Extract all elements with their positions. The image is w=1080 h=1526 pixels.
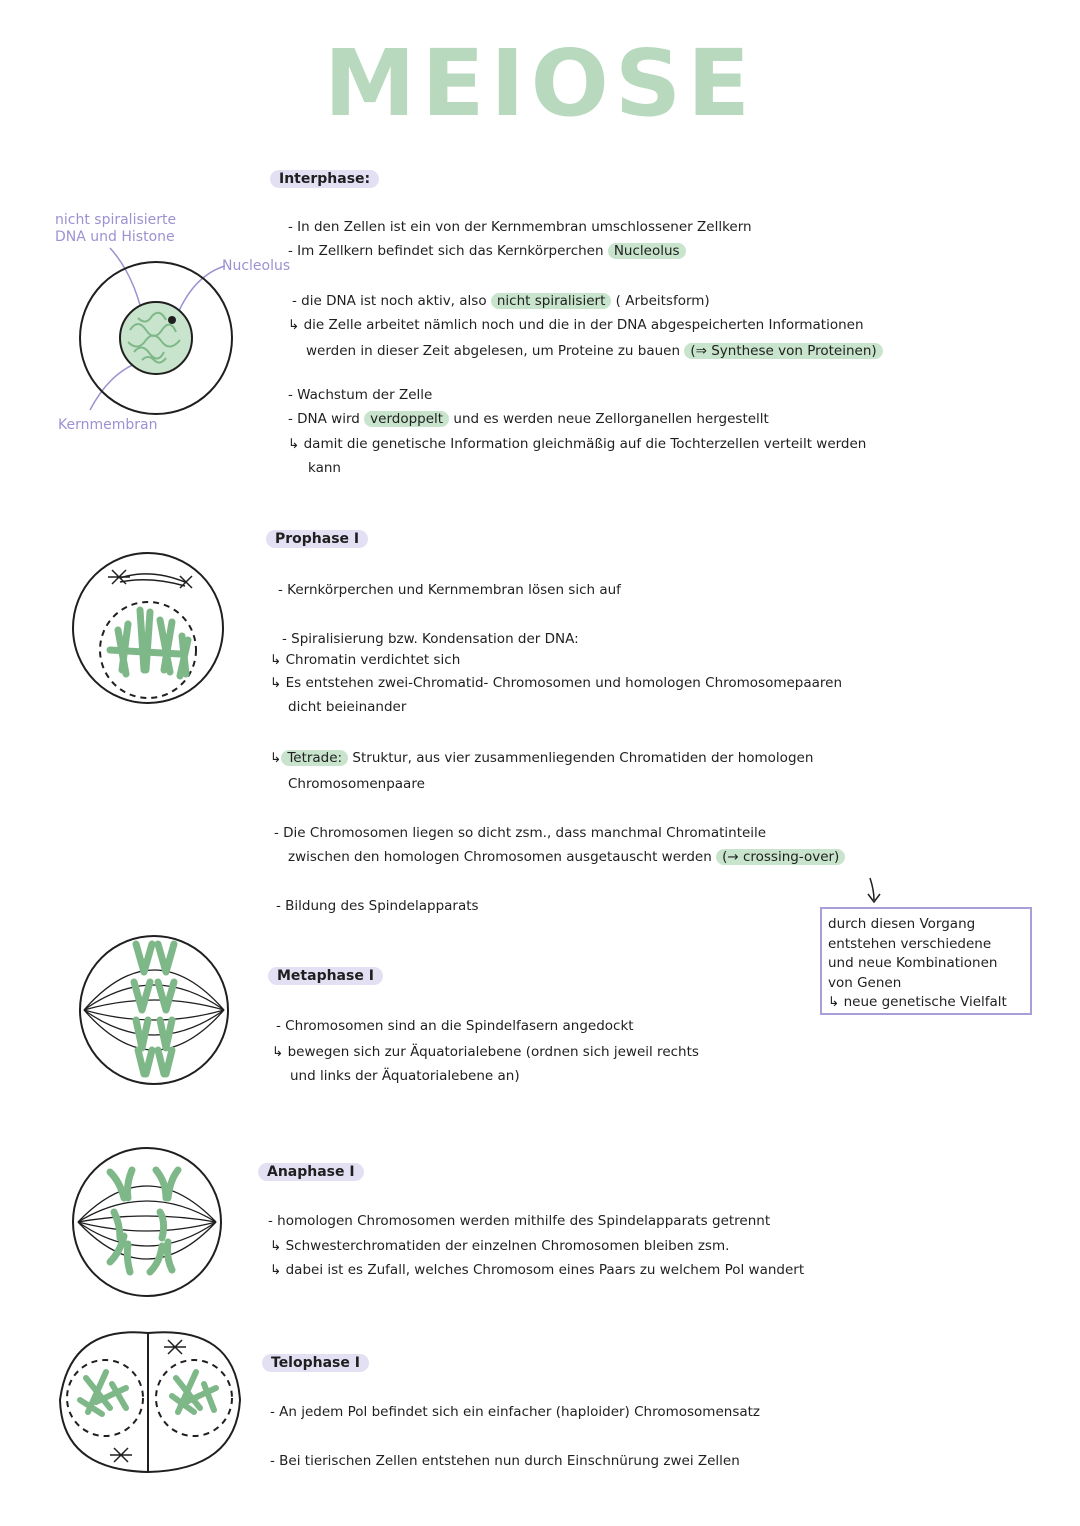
interphase-line-9: kann <box>308 460 341 476</box>
prophase-line-7: Chromosomenpaare <box>288 776 425 792</box>
prophase-line-9: zwischen den homologen Chromosomen ausgetauscht werden (→ crossing-over) <box>288 848 845 866</box>
highlight-synthese: (⇒ Synthese von Proteinen) <box>684 343 882 359</box>
label-nucleolus: Nucleolus <box>222 258 291 274</box>
highlight-verdoppelt: verdoppelt <box>364 411 449 427</box>
interphase-line-4: ↳ die Zelle arbeitet nämlich noch und die in der DNA abgespeicherten Informationen <box>288 317 864 333</box>
crossing-over-callout <box>820 907 1032 1015</box>
highlight-tetrade: Tetrade: <box>281 750 348 766</box>
interphase-line-8: ↳ damit die genetische Information gleichmäßig auf die Tochterzellen verteilt werden <box>288 436 867 452</box>
interphase-line-2: - Im Zellkern befindet sich das Kernkörperchen Nucleolus <box>288 242 686 260</box>
metaphase-heading: Metaphase I <box>268 967 383 985</box>
highlight-crossing-over: (→ crossing-over) <box>716 849 845 865</box>
highlight-nucleolus: Nucleolus <box>608 243 686 259</box>
page-title: MEIOSE <box>324 30 756 137</box>
prophase-line-10: - Bildung des Spindelapparats <box>276 898 479 914</box>
callout-line-2: entstehen verschiedene <box>828 935 992 952</box>
prophase-line-2: - Spiralisierung bzw. Kondensation der DNA: <box>282 631 579 647</box>
anaphase-line-3: ↳ dabei ist es Zufall, welches Chromosom eines Paars zu welchem Pol wandert <box>270 1262 805 1278</box>
anaphase-line-1: - homologen Chromosomen werden mithilfe des Spindelapparats getrennt <box>268 1213 771 1229</box>
interphase-line-1: - In den Zellen ist ein von der Kernmembran umschlossener Zellkern <box>288 219 752 235</box>
telophase-heading: Telophase I <box>262 1354 369 1372</box>
interphase-line-7: - DNA wird verdoppelt und es werden neue Zellorganellen hergestellt <box>288 411 769 427</box>
callout-line-3: und neue Kombinationen <box>828 955 998 971</box>
metaphase-line-3: und links der Äquatorialebene an) <box>290 1068 520 1084</box>
prophase-line-3: ↳ Chromatin verdichtet sich <box>270 652 461 668</box>
callout-line-1: durch diesen Vorgang <box>828 916 976 932</box>
prophase-line-4: ↳ Es entstehen zwei-Chromatid- Chromosomen und homologen Chromosomepaaren <box>270 675 843 691</box>
interphase-line-3: - die DNA ist noch aktiv, also nicht spiralisiert ( Arbeitsform) <box>292 293 710 309</box>
anaphase-heading: Anaphase I <box>258 1163 364 1181</box>
prophase-line-8: - Die Chromosomen liegen so dicht zsm., dass manchmal Chromatinteile <box>274 825 767 841</box>
prophase-line-1: - Kernkörperchen und Kernmembran lösen sich auf <box>278 582 621 598</box>
callout-line-4: von Genen <box>828 974 902 991</box>
prophase-line-6: ↳ Tetrade: Struktur, aus vier zusammenliegenden Chromatiden der homologen <box>270 750 814 766</box>
label-kernmembran: Kernmembran <box>58 417 158 433</box>
anaphase-line-2: ↳ Schwesterchromatiden der einzelnen Chromosomen bleiben zsm. <box>270 1238 730 1254</box>
telophase-line-1: - An jedem Pol befindet sich ein einfacher (haploider) Chromosomensatz <box>270 1404 761 1420</box>
prophase-line-5: dicht beieinander <box>288 699 407 715</box>
interphase-heading: Interphase: <box>270 170 379 188</box>
metaphase-line-2: ↳ bewegen sich zur Äquatorialebene (ordnen sich jeweil rechts <box>272 1044 699 1060</box>
prophase-heading: Prophase I <box>266 530 368 548</box>
arrow-down-icon <box>864 876 884 906</box>
interphase-line-6: - Wachstum der Zelle <box>288 387 433 403</box>
telophase-line-2: - Bei tierischen Zellen entstehen nun durch Einschnürung zwei Zellen <box>270 1453 740 1469</box>
label-dna-histone-2: DNA und Histone <box>55 229 175 245</box>
highlight-nicht-spiralisiert: nicht spiralisiert <box>491 293 611 309</box>
callout-line-5: ↳ neue genetische Vielfalt <box>828 994 1007 1010</box>
metaphase-line-1: - Chromosomen sind an die Spindelfasern angedockt <box>276 1018 634 1034</box>
interphase-line-5: werden in dieser Zeit abgelesen, um Proteine zu bauen (⇒ Synthese von Proteinen) <box>306 342 883 360</box>
label-dna-histone-1: nicht spiralisierte <box>55 212 177 228</box>
